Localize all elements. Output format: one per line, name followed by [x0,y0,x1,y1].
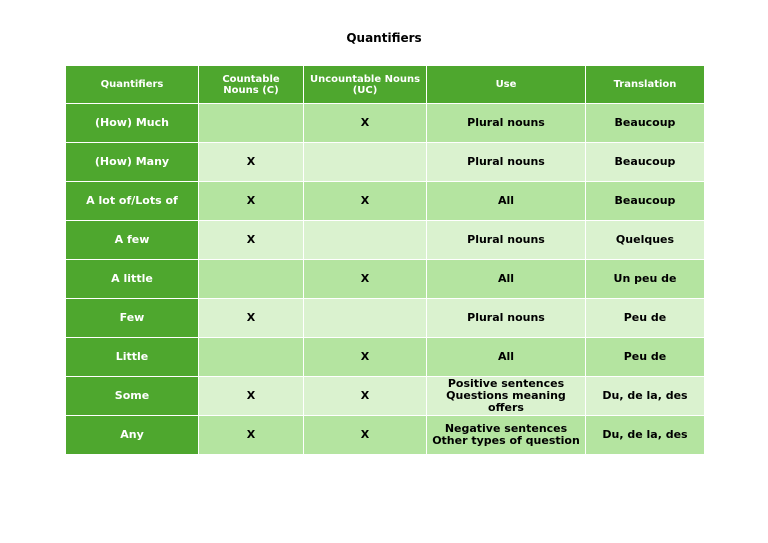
table-row [66,182,705,221]
table-row [66,260,705,299]
translation-cell: Beaucoup [586,143,705,182]
header-use: Use [427,66,586,104]
translation-cell: Beaucoup [586,104,705,143]
table-row [66,221,705,260]
use-cell: Plural nouns [427,299,586,338]
header-uncountable: Uncountable Nouns (UC) [304,66,427,104]
page-title: Quantifiers [346,31,422,45]
quantifier-cell: Some [66,377,199,416]
use-cell: All [427,338,586,377]
quantifier-cell: A little [66,260,199,299]
countable-cell: X [199,182,304,221]
use-cell: Plural nouns [427,143,586,182]
table-row [66,104,705,143]
countable-cell: X [199,299,304,338]
uncountable-cell [304,143,427,182]
use-cell: Plural nouns [427,221,586,260]
uncountable-cell: X [304,377,427,416]
table-row [66,377,705,416]
table-header-row [66,66,705,104]
table-row [66,416,705,455]
translation-cell: Du, de la, des [586,377,705,416]
countable-cell [199,338,304,377]
quantifier-cell: (How) Much [66,104,199,143]
countable-cell [199,260,304,299]
header-translation: Translation [586,66,705,104]
use-cell: Negative sentences Other types of question [427,416,586,455]
quantifier-cell: Little [66,338,199,377]
quantifier-cell: A few [66,221,199,260]
quantifier-cell: Any [66,416,199,455]
uncountable-cell: X [304,182,427,221]
countable-cell: X [199,377,304,416]
quantifiers-table [65,65,705,455]
quantifier-cell: Few [66,299,199,338]
use-cell: All [427,182,586,221]
translation-cell: Du, de la, des [586,416,705,455]
countable-cell: X [199,416,304,455]
uncountable-cell: X [304,104,427,143]
quantifier-cell: A lot of/Lots of [66,182,199,221]
uncountable-cell: X [304,338,427,377]
translation-cell: Peu de [586,338,705,377]
table-row [66,143,705,182]
use-cell: Plural nouns [427,104,586,143]
table-row [66,338,705,377]
header-quantifiers: Quantifiers [66,66,199,104]
countable-cell: X [199,143,304,182]
table-row [66,299,705,338]
header-countable: Countable Nouns (C) [199,66,304,104]
uncountable-cell [304,221,427,260]
translation-cell: Peu de [586,299,705,338]
countable-cell: X [199,221,304,260]
uncountable-cell: X [304,260,427,299]
translation-cell: Beaucoup [586,182,705,221]
uncountable-cell [304,299,427,338]
translation-cell: Quelques [586,221,705,260]
use-cell: Positive sentences Questions meaning offers [427,377,586,416]
translation-cell: Un peu de [586,260,705,299]
countable-cell [199,104,304,143]
uncountable-cell: X [304,416,427,455]
use-cell: All [427,260,586,299]
quantifier-cell: (How) Many [66,143,199,182]
